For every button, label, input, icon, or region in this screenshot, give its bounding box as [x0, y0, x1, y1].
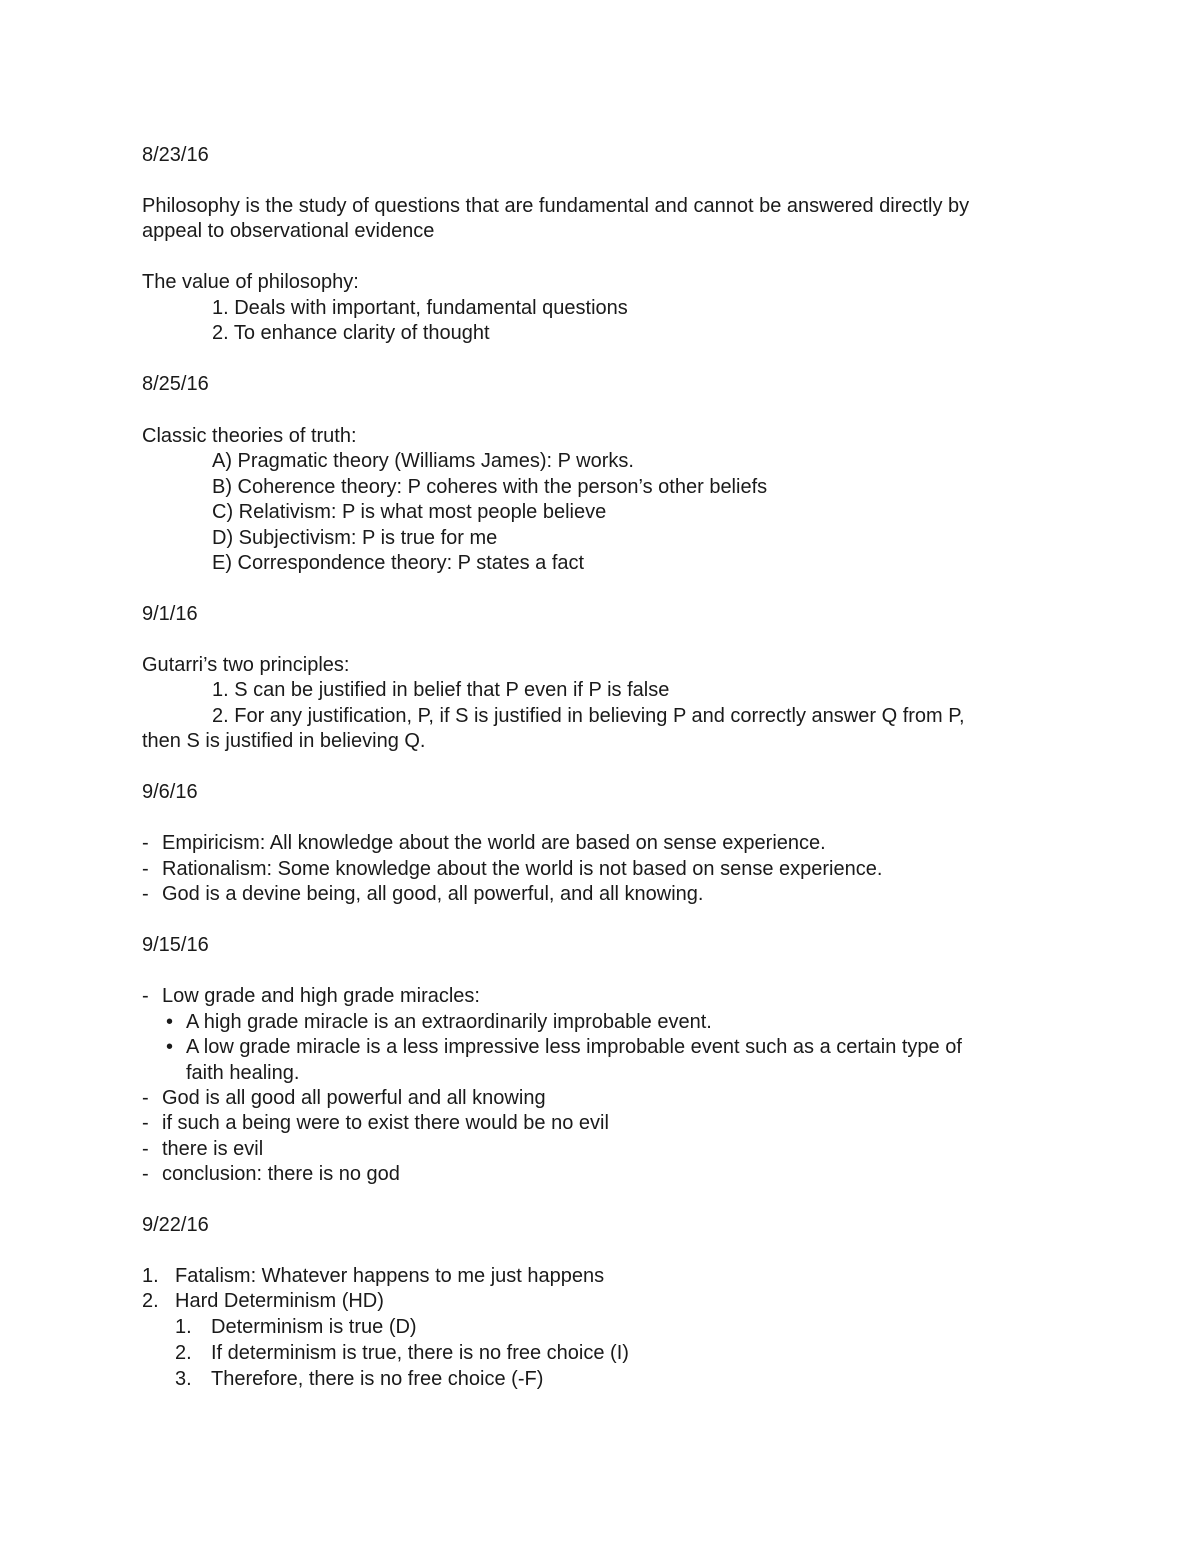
section-date: 8/25/16	[142, 373, 209, 395]
list-item: A) Pragmatic theory (Williams James): P works.	[212, 450, 634, 472]
dash-bullet-icon: -	[142, 883, 149, 905]
bullet-text: Empiricism: All knowledge about the world are based on sense experience.	[162, 832, 826, 854]
list-item: E) Correspondence theory: P states a fact	[212, 552, 585, 574]
section-date: 9/22/16	[142, 1214, 209, 1236]
list-item: D) Subjectivism: P is true for me	[212, 527, 498, 549]
dash-bullet-icon: -	[142, 985, 149, 1007]
item-number: 1.	[175, 1316, 192, 1338]
sub-bullet-continuation: faith healing.	[186, 1062, 300, 1084]
dot-bullet-icon: •	[166, 1011, 174, 1033]
list-item: C) Relativism: P is what most people believe	[212, 501, 607, 523]
list-item: 1. Deals with important, fundamental questions	[212, 297, 628, 319]
item-text: Therefore, there is no free choice (-F)	[211, 1368, 544, 1390]
list-item: B) Coherence theory: P coheres with the person’s other beliefs	[212, 476, 768, 498]
dot-bullet-icon: •	[166, 1036, 174, 1058]
paragraph-line: appeal to observational evidence	[142, 220, 435, 242]
list-item: 2. To enhance clarity of thought	[212, 322, 490, 344]
dash-bullet-icon: -	[142, 1138, 149, 1160]
bullet-text: God is all good all powerful and all knowing	[162, 1087, 546, 1109]
list-item: 2. For any justification, P, if S is justified in believing P and correctly answer Q from P,	[212, 705, 965, 727]
bullet-text: conclusion: there is no god	[162, 1163, 400, 1185]
section-date: 9/15/16	[142, 934, 209, 956]
paragraph-line: Philosophy is the study of questions that are fundamental and cannot be answered directly by	[142, 195, 970, 217]
dash-bullet-icon: -	[142, 832, 149, 854]
dash-bullet-icon: -	[142, 1112, 149, 1134]
item-text: Fatalism: Whatever happens to me just happens	[175, 1265, 605, 1287]
bullet-text: there is evil	[162, 1138, 264, 1160]
sub-bullet-text: A low grade miracle is a less impressive less improbable event such as a certain type of	[186, 1036, 962, 1058]
bullet-text: Low grade and high grade miracles:	[162, 985, 480, 1007]
item-number: 1.	[142, 1265, 159, 1287]
dash-bullet-icon: -	[142, 858, 149, 880]
list-heading: Classic theories of truth:	[142, 425, 357, 447]
list-heading: The value of philosophy:	[142, 271, 359, 293]
list-heading: Gutarri’s two principles:	[142, 654, 350, 676]
item-text: Determinism is true (D)	[211, 1316, 417, 1338]
section-date: 8/23/16	[142, 144, 209, 166]
item-number: 3.	[175, 1368, 192, 1390]
section-date: 9/1/16	[142, 603, 198, 625]
bullet-text: God is a devine being, all good, all powerful, and all knowing.	[162, 883, 704, 905]
list-item: 1. S can be justified in belief that P even if P is false	[212, 679, 670, 701]
item-text: If determinism is true, there is no free choice (I)	[211, 1342, 629, 1364]
item-number: 2.	[175, 1342, 192, 1364]
dash-bullet-icon: -	[142, 1087, 149, 1109]
item-number: 2.	[142, 1290, 159, 1312]
item-text: Hard Determinism (HD)	[175, 1290, 384, 1312]
dash-bullet-icon: -	[142, 1163, 149, 1185]
sub-bullet-text: A high grade miracle is an extraordinarily improbable event.	[186, 1011, 712, 1033]
list-item-continuation: then S is justified in believing Q.	[142, 730, 426, 752]
bullet-text: if such a being were to exist there would be no evil	[162, 1112, 609, 1134]
section-date: 9/6/16	[142, 781, 198, 803]
bullet-text: Rationalism: Some knowledge about the world is not based on sense experience.	[162, 858, 883, 880]
